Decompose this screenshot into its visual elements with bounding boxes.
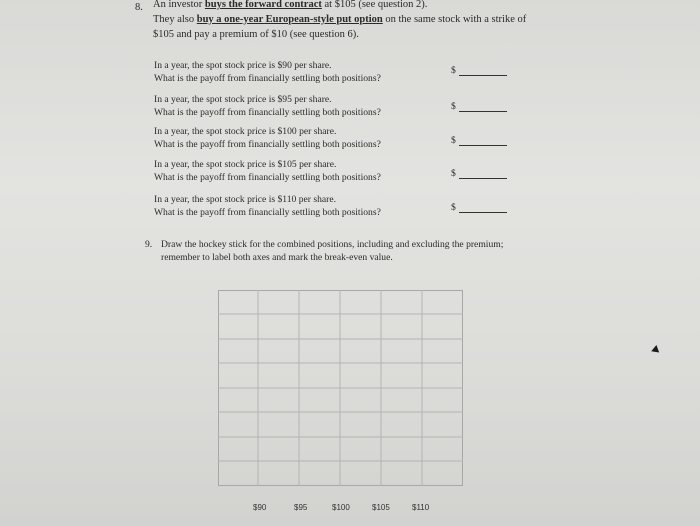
question-8-line-1: An investor buys the forward contract at $105 (see question 2).	[153, 0, 428, 10]
answer-1-blank[interactable]	[459, 75, 507, 76]
subquestion-3-line-1: In a year, the spot stock price is $100 per share.	[154, 126, 337, 137]
question-9-line-2: remember to label both axes and mark the break-even value.	[161, 252, 393, 263]
subquestion-5	[154, 193, 381, 219]
subquestion-4-line-1: In a year, the spot stock price is $105 per share.	[154, 159, 337, 170]
subquestion-2-line-1: In a year, the spot stock price is $95 per share.	[154, 94, 332, 105]
subquestion-4-line-2: What is the payoff from financially settling both positions?	[154, 172, 381, 183]
subquestion-3-line-2: What is the payoff from financially settling both positions?	[154, 139, 381, 150]
buys-forward-contract-emphasis: buys the forward contract	[204, 0, 322, 10]
answer-1-dollar: $	[451, 65, 456, 76]
subquestion-3	[154, 125, 381, 151]
answer-3-blank[interactable]	[459, 145, 507, 146]
subquestion-5-line-1: In a year, the spot stock price is $110 per share.	[154, 194, 337, 205]
x-label-105: $105	[372, 503, 390, 512]
x-label-90: $90	[253, 503, 267, 512]
answer-5-dollar: $	[451, 202, 456, 213]
question-9	[145, 238, 504, 263]
buy-put-option-emphasis: buy a one-year European-style put option	[196, 14, 383, 25]
grid-lines	[218, 290, 463, 486]
x-label-95: $95	[294, 503, 308, 512]
subquestion-1	[154, 59, 381, 85]
question-9-text	[161, 238, 503, 264]
answer-2-blank[interactable]	[459, 111, 507, 112]
subquestion-1-line-2: What is the payoff from financially settling both positions?	[154, 73, 381, 84]
question-8-number: 8.	[135, 2, 143, 13]
answer-2-dollar: $	[451, 101, 456, 112]
answer-4-blank[interactable]	[459, 178, 507, 179]
subquestion-2-line-2: What is the payoff from financially settling both positions?	[154, 107, 381, 118]
answer-5-blank[interactable]	[459, 212, 507, 213]
question-8-line-2: They also buy a one-year European-style put option on the same stock with a strike of	[153, 14, 527, 25]
subquestion-2	[154, 93, 381, 119]
pointer-arrow-icon	[650, 345, 659, 355]
question-9-line-1: Draw the hockey stick for the combined positions, including and excluding the premium;	[161, 239, 504, 250]
subquestion-4	[154, 158, 381, 184]
subquestion-5-line-2: What is the payoff from financially settling both positions?	[154, 207, 381, 218]
x-label-110: $110	[412, 503, 430, 512]
drawing-grid[interactable]	[218, 290, 463, 486]
x-label-100: $100	[332, 503, 350, 512]
subquestion-1-line-1: In a year, the spot stock price is $90 per share.	[154, 60, 332, 71]
answer-3-dollar: $	[451, 135, 456, 146]
answer-4-dollar: $	[451, 168, 456, 179]
question-9-number: 9.	[145, 239, 153, 250]
question-8-line-3: $105 and pay a premium of $10 (see question 6).	[153, 29, 359, 40]
